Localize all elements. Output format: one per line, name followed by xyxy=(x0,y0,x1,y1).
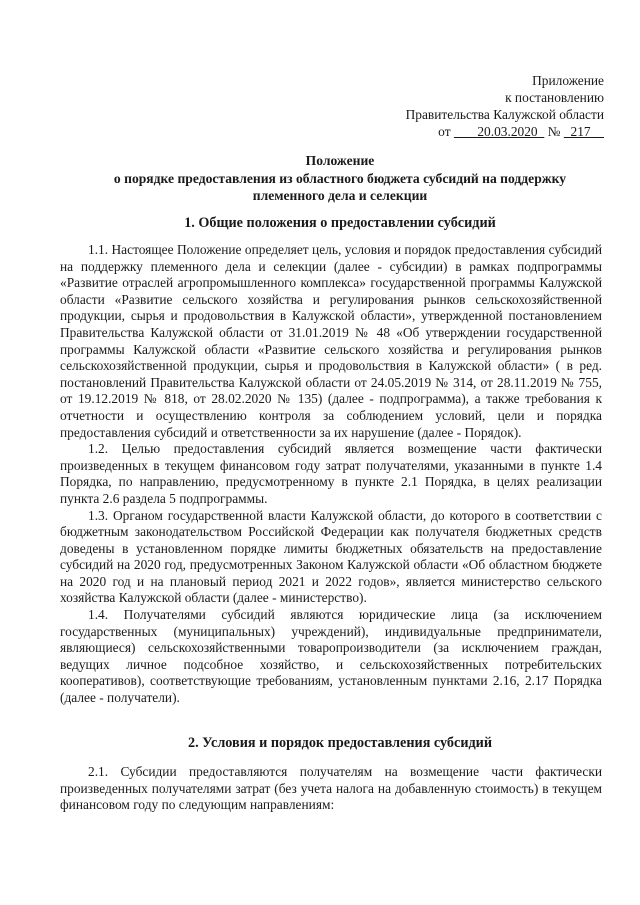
appendix-header xyxy=(406,72,604,140)
paragraph: 1.2. Целью предоставления субсидий является возмещение части фактически произведенных в текущем финансовом году затрат получателями, указанными в пункте 1.4 Порядка, по направлению, предусмотренному в пункте 2.1 Порядка, в целях реализации пункта 2.6 раздела 5 подпрограммы. xyxy=(60,441,602,506)
section-body xyxy=(60,242,602,707)
title-line: Положение xyxy=(305,153,375,168)
number-prefix: № xyxy=(547,124,561,139)
number-value: 217 xyxy=(570,124,591,139)
title-line: о порядке предоставления из областного бюджета субсидий на поддержку xyxy=(113,170,567,186)
document-title xyxy=(60,152,620,205)
title-line: племенного дела и селекции xyxy=(252,188,428,203)
date-value: 20.03.2020 xyxy=(477,124,538,139)
appendix-date-line xyxy=(406,123,604,140)
appendix-line: Приложение xyxy=(532,73,604,88)
appendix-line: Правительства Калужской области xyxy=(405,107,604,122)
paragraph: 1.3. Органом государственной власти Калужской области, до которого в соответствии с бюджетным законодательством Российской Федерации как получателя бюджетных средств доведены в установленном порядке лимиты бюджетных обязательств на предоставление субсидий на 2020 год, предусмотренных Законом Калужской области «Об областном бюджете на 2020 год и на плановый период 2021 и 2022 годов», является министерство сельского хозяйства Калужской области (далее - министерство). xyxy=(60,507,602,606)
paragraph: 1.1. Настоящее Положение определяет цель, условия и порядок предоставления субсидий на поддержку племенного дела и селекции (далее - субсидии) в рамках подпрограммы «Развитие отраслей агропромышленного комплекса» государственной программы Калужской области «Развитие сельского хозяйства и регулирования рынков сельскохозяйственной продукции, сырья и продовольствия в Калужской области», утвержденной постановлением Правительства Калужской области от 31.01.2019 № 48 «Об утверждении государственной программы Калужской области «Развитие сельского хозяйства и регулирования рынков сельскохозяйственной продукции, сырья и продовольствия в Калужской области» ( в ред. постановлений Правительства Калужской области от 24.05.2019 № 314, от 28.11.2019 № 755, от 19.12.2019 № 818, от 28.02.2020 № 135) (далее - подпрограмма), а также требования к отчетности и осуществлению контроля за соблюдением условий, цели и порядка предоставления субсидий и ответственности за их нарушение (далее - Порядок). xyxy=(60,242,602,440)
section-heading: 2. Условия и порядок предоставления субсидий xyxy=(187,735,493,751)
paragraph: 1.4. Получателями субсидий являются юридические лица (за исключением государственных (муниципальных) учреждений), индивидуальные предприниматели, являющиеся) сельскохозяйственными товаропроизводители (за исключением граждан, ведущих личное подсобное хозяйство, и сельскохозяйственных потребительских кооперативов), соответствующие требованиям, установленным пунктами 2.16, 2.17 Порядка (далее - получатели). xyxy=(60,607,602,706)
date-prefix: от xyxy=(438,124,451,139)
section-body xyxy=(60,764,602,814)
section-heading: 1. Общие положения о предоставлении субсидий xyxy=(184,215,496,231)
appendix-line: к постановлению xyxy=(505,90,604,105)
paragraph: 2.1. Субсидии предоставляются получателям на возмещение части фактически произведенных получателями затрат (без учета налога на добавленную стоимость) в текущем финансовом году по следующим направлениям: xyxy=(60,764,602,813)
